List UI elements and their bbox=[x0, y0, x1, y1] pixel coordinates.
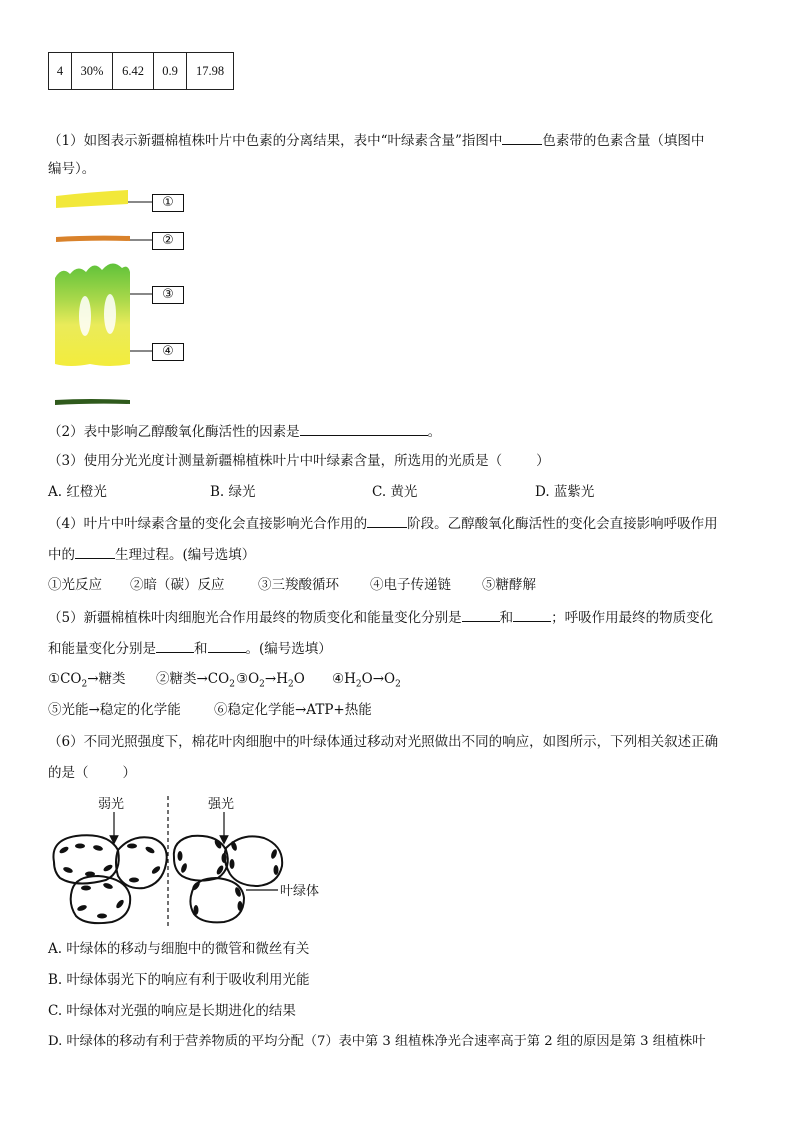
q5-line2: 和能量变化分别是 和 。(编号选填） bbox=[48, 638, 332, 659]
band-1-carotene bbox=[56, 190, 128, 208]
q3-line: （3）使用分光光度计测量新疆棉植株叶片中叶绿素含量，所选用的光质是（ ） bbox=[48, 453, 550, 469]
option-a[interactable]: A. 红橙光 bbox=[48, 484, 107, 500]
option-d[interactable]: D. 蓝紫光 bbox=[535, 484, 595, 500]
choice-item: $④H_2O\to O_2$ bbox=[332, 671, 401, 690]
q1-line2: 编号）。 bbox=[48, 161, 96, 177]
band-2-xanthophyll bbox=[56, 236, 130, 242]
answer-blank[interactable] bbox=[208, 638, 246, 653]
q4-line2: 中的 生理过程。(编号选填） bbox=[48, 544, 255, 565]
pigment-strip-image bbox=[50, 186, 220, 410]
option-c[interactable]: C. 黄光 bbox=[372, 484, 418, 500]
strip-gap bbox=[79, 296, 91, 336]
band-label: ① bbox=[152, 194, 184, 212]
q3-options bbox=[48, 482, 748, 502]
table-row bbox=[49, 53, 234, 90]
answer-blank[interactable] bbox=[156, 638, 194, 653]
band-3-4-chlorophyll bbox=[55, 263, 130, 366]
choice-item: ⑤糖酵解 bbox=[482, 577, 536, 593]
q4-line1: （4）叶片中叶绿素含量的变化会直接影响光合作用的 阶段。乙醇酸氧化酶活性的变化会直接影响呼吸作用 bbox=[48, 513, 718, 534]
table-cell: 17.98 bbox=[187, 53, 234, 90]
choice-item: ⑥稳定化学能→ATP+热能 bbox=[214, 702, 372, 718]
choice-item: ⑤光能→稳定的化学能 bbox=[48, 702, 181, 718]
choice-item: $①CO_2\to$糖类 bbox=[48, 671, 126, 690]
chloroplast-label: 叶绿体 bbox=[280, 884, 320, 899]
q6-option-d[interactable]: D. 叶绿体的移动有利于营养物质的平均分配（7）表中第 3 组植株净光合速率高于第 2 组的原因是第 3 组植株叶 bbox=[48, 1034, 706, 1049]
answer-blank[interactable] bbox=[502, 130, 542, 145]
choice-item: ①光反应 bbox=[48, 577, 102, 593]
table-cell: 0.9 bbox=[154, 53, 187, 90]
weak-chloroplasts bbox=[58, 844, 161, 919]
q6-option-b[interactable]: B. 叶绿体弱光下的响应有利于吸收利用光能 bbox=[48, 972, 310, 988]
answer-blank[interactable] bbox=[75, 544, 115, 559]
choice-item: ④电子传递链 bbox=[370, 577, 451, 593]
band-label: ② bbox=[152, 232, 184, 250]
choice-item: $③O_2\to H_2O$ bbox=[236, 671, 305, 690]
q2-line: （2）表中影响乙醇酸氧化酶活性的因素是 。 bbox=[48, 421, 441, 442]
answer-blank[interactable] bbox=[462, 607, 500, 622]
band-label: ④ bbox=[152, 343, 184, 361]
chloroplast-diagram bbox=[46, 792, 346, 932]
chloroplast-figure bbox=[46, 792, 346, 932]
data-table bbox=[48, 52, 234, 90]
strip-gap bbox=[104, 294, 116, 334]
q6-line2: 的是（ ） bbox=[48, 765, 136, 781]
band-label: ③ bbox=[152, 286, 184, 304]
choice-item: ③三羧酸循环 bbox=[258, 577, 339, 593]
q5-choices-row2 bbox=[48, 700, 748, 720]
table-cell: 4 bbox=[49, 53, 72, 90]
q1-line1: （1）如图表示新疆棉植株叶片中色素的分离结果，表中“叶绿素含量”指图中 色素带的色素含量（填图中 bbox=[48, 130, 704, 151]
q6-line1: （6）不同光照强度下，棉花叶肉细胞中的叶绿体通过移动对光照做出不同的响应，如图所示，下列相关叙述正确 bbox=[48, 734, 719, 750]
strong-light-cells bbox=[174, 836, 282, 923]
strong-light-label: 强光 bbox=[208, 797, 235, 812]
table-cell: 6.42 bbox=[113, 53, 154, 90]
q4-choices bbox=[48, 575, 748, 595]
choice-item: ②糖类$\to CO_2$ bbox=[156, 671, 235, 690]
q6-option-a[interactable]: A. 叶绿体的移动与细胞中的微管和微丝有关 bbox=[48, 941, 310, 957]
answer-blank[interactable] bbox=[367, 513, 407, 528]
answer-blank[interactable] bbox=[513, 607, 551, 622]
chromatography-figure bbox=[50, 186, 220, 410]
q6-option-c[interactable]: C. 叶绿体对光强的响应是长期进化的结果 bbox=[48, 1003, 296, 1019]
answer-blank[interactable] bbox=[300, 421, 428, 436]
option-b[interactable]: B. 绿光 bbox=[210, 484, 256, 500]
q5-choices-row1 bbox=[48, 669, 748, 691]
q5-line1: （5）新疆棉植株叶肉细胞光合作用最终的物质变化和能量变化分别是 和 ；呼吸作用最终的物质变化 bbox=[48, 607, 713, 628]
strong-chloroplasts bbox=[178, 838, 279, 915]
table-cell: 30% bbox=[72, 53, 113, 90]
choice-item: ②暗（碳）反应 bbox=[130, 577, 225, 593]
weak-light-label: 弱光 bbox=[98, 797, 125, 812]
origin-line bbox=[55, 399, 130, 405]
